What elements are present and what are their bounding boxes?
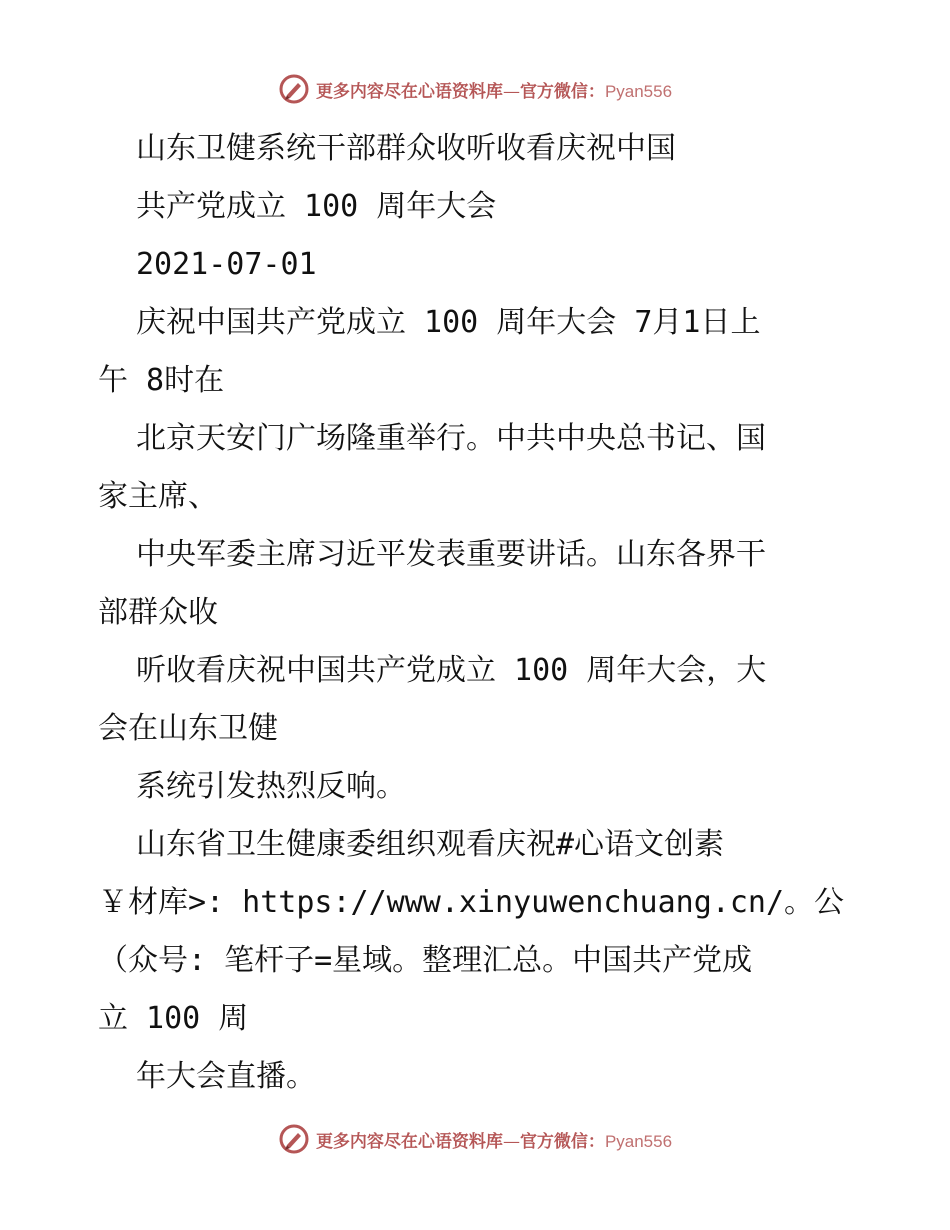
document-line: 庆祝中国共产党成立 100 周年大会 7月1日上 xyxy=(136,305,761,340)
document-line: 中央军委主席习近平发表重要讲话。山东各界干 xyxy=(136,537,766,572)
banner-separator: — xyxy=(502,81,520,102)
document-line: 午 8时在 xyxy=(98,363,225,398)
footer-banner xyxy=(0,1123,950,1157)
document-line: 系统引发热烈反响。 xyxy=(136,769,406,804)
document-line: 年大会直播。 xyxy=(136,1059,316,1094)
banner-separator: — xyxy=(502,1131,520,1152)
banner-wechat-label: 官方微信： xyxy=(519,81,605,102)
banner-wechat-label: 官方微信： xyxy=(519,1131,605,1152)
banner-title: 更多内容尽在心语资料库 xyxy=(315,1131,503,1152)
document-line: 会在山东卫健 xyxy=(98,711,278,746)
header-banner xyxy=(0,73,950,107)
document-line: ￥材库>: https://www.xinyuwenchuang.cn/。公 xyxy=(98,885,845,920)
pen-logo-icon xyxy=(278,73,310,105)
document-line: 共产党成立 100 周年大会 xyxy=(136,189,497,224)
document-line: 山东省卫生健康委组织观看庆祝#心语文创素 xyxy=(136,827,725,862)
document-line: 立 100 周 xyxy=(98,1001,249,1036)
document-line: 部群众收 xyxy=(98,595,218,630)
document-line: 北京天安门广场隆重举行。中共中央总书记、国 xyxy=(136,421,766,456)
document-line: 家主席、 xyxy=(98,479,218,514)
document-body xyxy=(98,120,858,1106)
banner-wechat-id: Pyan556 xyxy=(604,1131,673,1151)
document-line: 2021-07-01 xyxy=(136,247,317,282)
banner-wechat-id: Pyan556 xyxy=(604,81,673,101)
pen-logo-icon xyxy=(278,1123,310,1155)
document-line: 山东卫健系统干部群众收听收看庆祝中国 xyxy=(136,131,676,166)
document-line: 听收看庆祝中国共产党成立 100 周年大会，大 xyxy=(136,653,767,688)
document-line: （众号: 笔杆子=星域。整理汇总。中国共产党成 xyxy=(98,943,753,978)
banner-title: 更多内容尽在心语资料库 xyxy=(315,81,503,102)
